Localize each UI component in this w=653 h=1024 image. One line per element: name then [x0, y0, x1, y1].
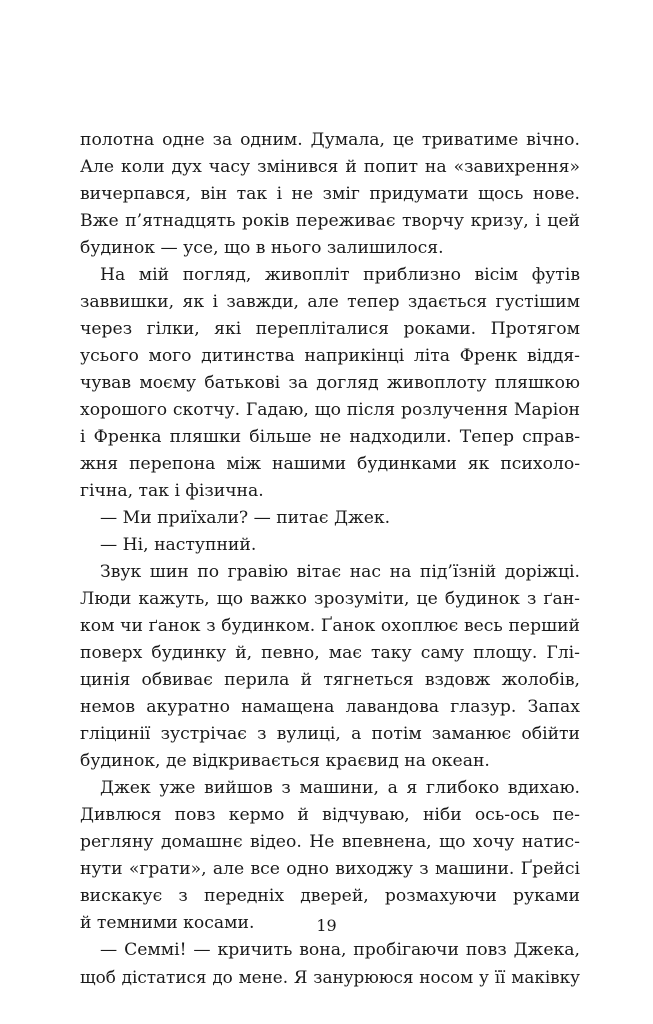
text-line: Але коли дух часу змінився й попит на «завихрення»	[80, 157, 580, 177]
text-line: через гілки, які перепліталися роками. Протягом	[80, 319, 580, 339]
text-line: вичерпався, він так і не зміг придумати щось нове.	[80, 184, 580, 204]
text-line: хорошого скотчу. Гадаю, що після розлучення Маріон	[80, 400, 580, 420]
text-line: На мій погляд, живопліт приблизно вісім футів	[100, 265, 580, 285]
text-line: будинок, де відкривається краєвид на океан.	[80, 751, 490, 771]
text-line: Дивлюся повз кермо й відчуваю, ніби ось-ось пе-	[80, 805, 580, 825]
text-line: нути «грати», але все одно виходжу з машини. Ґрейсі	[80, 859, 580, 879]
text-line: і Френка пляшки більше не надходили. Тепер справ-	[80, 427, 580, 447]
text-line: регляну домашнє відео. Не впевнена, що хочу натис-	[80, 832, 580, 852]
text-line: щоб дістатися до мене. Я занурююся носом у її маківку	[80, 967, 580, 987]
text-line: — Семмі! — кричить вона, пробігаючи повз Джека,	[100, 940, 580, 960]
text-line: — Ми приїхали? — питає Джек.	[100, 508, 391, 528]
text-line: Вже п’ятнадцять років переживає творчу кризу, і цей	[80, 211, 580, 231]
text-line: гічна, так і фізична.	[80, 481, 264, 501]
text-line: немов акуратно намащена лавандова глазур. Запах	[80, 697, 580, 717]
body-text	[80, 127, 580, 991]
text-line: чував моєму батькові за догляд живоплоту пляшкою	[80, 373, 580, 393]
text-line: усього мого дитинства наприкінці літа Френк віддя-	[80, 346, 580, 366]
page-number: 19	[316, 916, 337, 935]
text-line: заввишки, як і завжди, але тепер здається густішим	[80, 292, 580, 312]
text-line: будинок — усе, що в нього залишилося.	[80, 238, 444, 258]
text-line: гліцинії зустрічає з вулиці, а потім заманює обійти	[80, 724, 580, 744]
text-line: Джек уже вийшов з машини, а я глибоко вдихаю.	[100, 778, 580, 798]
text-line: ком чи ґанок з будинком. Ґанок охоплює весь перший	[80, 616, 580, 636]
text-line: Звук шин по гравію вітає нас на під’їзній доріжці.	[100, 562, 580, 582]
text-line: вискакує з передніх дверей, розмахуючи руками	[80, 886, 580, 906]
text-line: цинія обвиває перила й тягнеться вздовж жолобів,	[80, 670, 580, 690]
text-line: поверх будинку й, певно, має таку саму площу. Глі-	[80, 643, 580, 663]
text-line: полотна одне за одним. Думала, це триватиме вічно.	[80, 130, 580, 150]
text-line: жня перепона між нашими будинками як психоло-	[80, 454, 580, 474]
text-line: — Ні, наступний.	[100, 535, 257, 555]
text-line: й темними косами.	[80, 913, 255, 933]
text-line: Люди кажуть, що важко зрозуміти, це будинок з ґан-	[80, 589, 580, 609]
